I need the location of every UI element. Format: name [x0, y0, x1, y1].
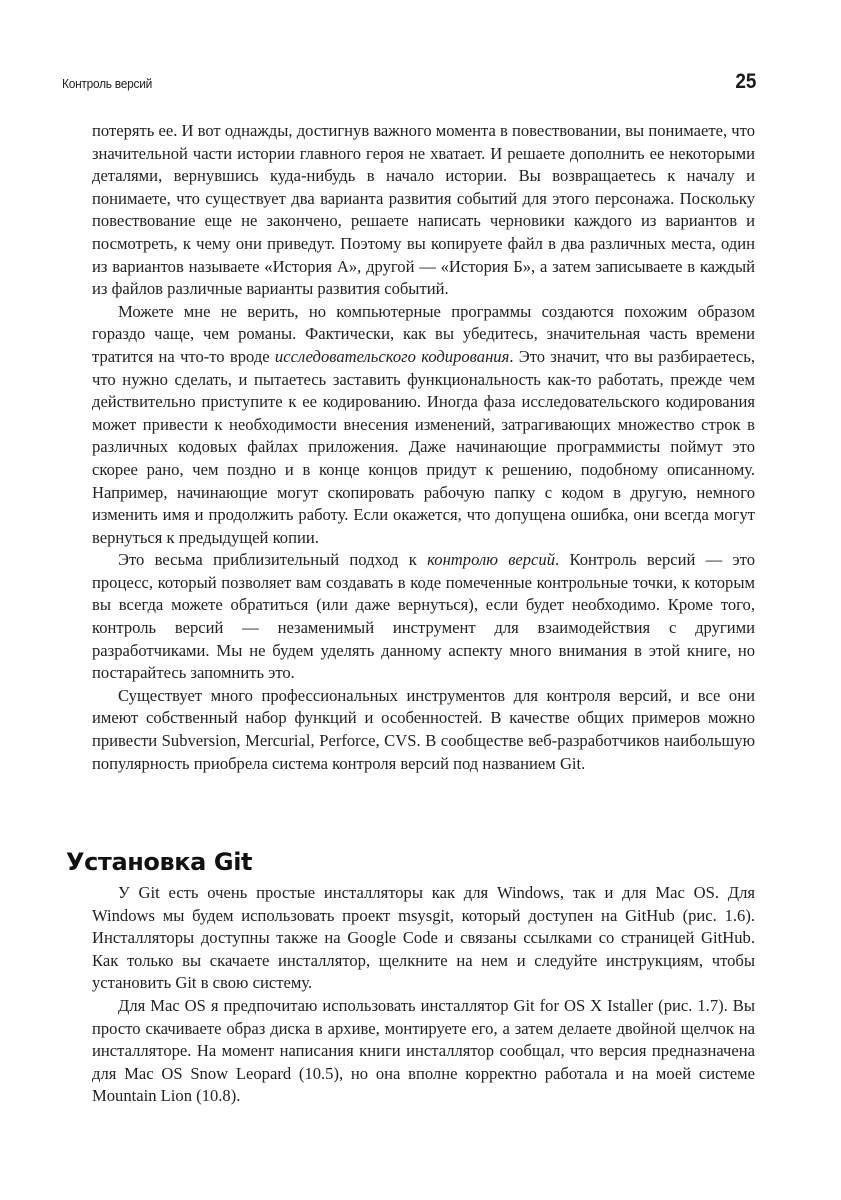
paragraph — [92, 301, 755, 550]
text-run: У Git есть очень простые инсталляторы как для Windows, так и для Mac OS. Для Windows мы будем использовать проект msysgit, который доступен на GitHub (рис. 1.6). Инсталляторы доступны также на Google Code и связаны ссылками со страницей GitHub. Как только вы скачаете инсталлятор, щелкните на нем и следуйте инструкциям, чтобы установить Git в свою систему. — [92, 883, 755, 993]
text-run: . Контроль версий — это процесс, который позволяет вам создавать в коде помеченные контрольные точки, к которым вы всегда можете обратиться (или даже вернуться), если будет необходимо. Кроме того, контроль версий — незаменимый инструмент для взаимодействия с другими разработчиками. Мы не будем уделять данному аспекту много внимания в этой книге, но постарайтесь запомнить это. — [92, 550, 755, 683]
paragraph — [92, 882, 755, 995]
text-run: потерять ее. И вот однажды, достигнув важного момента в повествовании, вы понимаете, что значительной части истории главного героя не хватает. И решаете дополнить ее некоторыми деталями, вернувшись куда-нибудь в начало истории. Вы возвращаетесь к началу и понимаете, что существует два варианта развития событий для этого персонажа. Поскольку повествование еще не закончено, решаете написать черновики каждого из вариантов и посмотреть, к чему они приведут. Поэтому вы копируете файл в два различных места, один из вариантов называете «История А», другой — «История Б», а затем записываете в каждый из файлов различные варианты развития событий. — [92, 121, 755, 299]
text-run: Можете мне не верить, но компьютерные программы создаются похожим образом гораздо чаще, чем романы. Фактически, как вы убедитесь, значительная часть времени тратится на что-то вроде — [92, 301, 755, 366]
chapter-title: Контроль версий — [62, 76, 153, 91]
paragraph — [92, 685, 755, 775]
page-number: 25 — [734, 70, 756, 93]
italic-term: контролю версий — [427, 550, 556, 570]
section-heading: Установка Git — [66, 848, 253, 876]
paragraph — [92, 120, 755, 301]
text-run: . Это значит, что вы разбираетесь, что нужно сделать, и пытаетесь заставить функциональность как-то работать, прежде чем действительно приступите к ее кодированию. Иногда фаза исследовательского кодирования может привести к необходимости внесения изменений, затрагивающих множество строк в различных кодовых файлах приложения. Даже начинающие программисты поймут это скорее рано, чем поздно и в конце концов придут к решению, подобному описанному. Например, начинающие могут скопировать рабочую папку с кодом в другую, немного изменить имя и продолжить работу. Если окажется, что допущена ошибка, они всегда могут вернуться к предыдущей копии. — [92, 346, 755, 547]
running-head — [62, 72, 756, 96]
paragraph — [92, 549, 755, 685]
body-text-section-2 — [92, 882, 755, 1108]
text-run: Это весьма приблизительный подход к — [118, 550, 428, 570]
text-run: Для Mac OS я предпочитаю использовать инсталлятор Git for OS X Istaller (рис. 1.7). Вы просто скачиваете образ диска в архиве, монтируете его, а затем делаете двойной щелчок на инсталляторе. На момент написания книги инсталлятор сообщал, что версия предназначена для Mac OS Snow Leopard (10.5), но она вполне корректно работала и на моей системе Mountain Lion (10.8). — [92, 995, 755, 1106]
text-run: Существует много профессиональных инструментов для контроля версий, и все они имеют собственный набор функций и особенностей. В качестве общих примеров можно привести Subversion, Mercurial, Perforce, CVS. В сообществе веб-разработчиков наибольшую популярность приобрела система контроля версий под названием Git. — [92, 685, 755, 773]
paragraph — [92, 995, 755, 1108]
italic-term: исследовательского кодирования — [274, 346, 510, 366]
body-text-section-1 — [92, 120, 755, 775]
